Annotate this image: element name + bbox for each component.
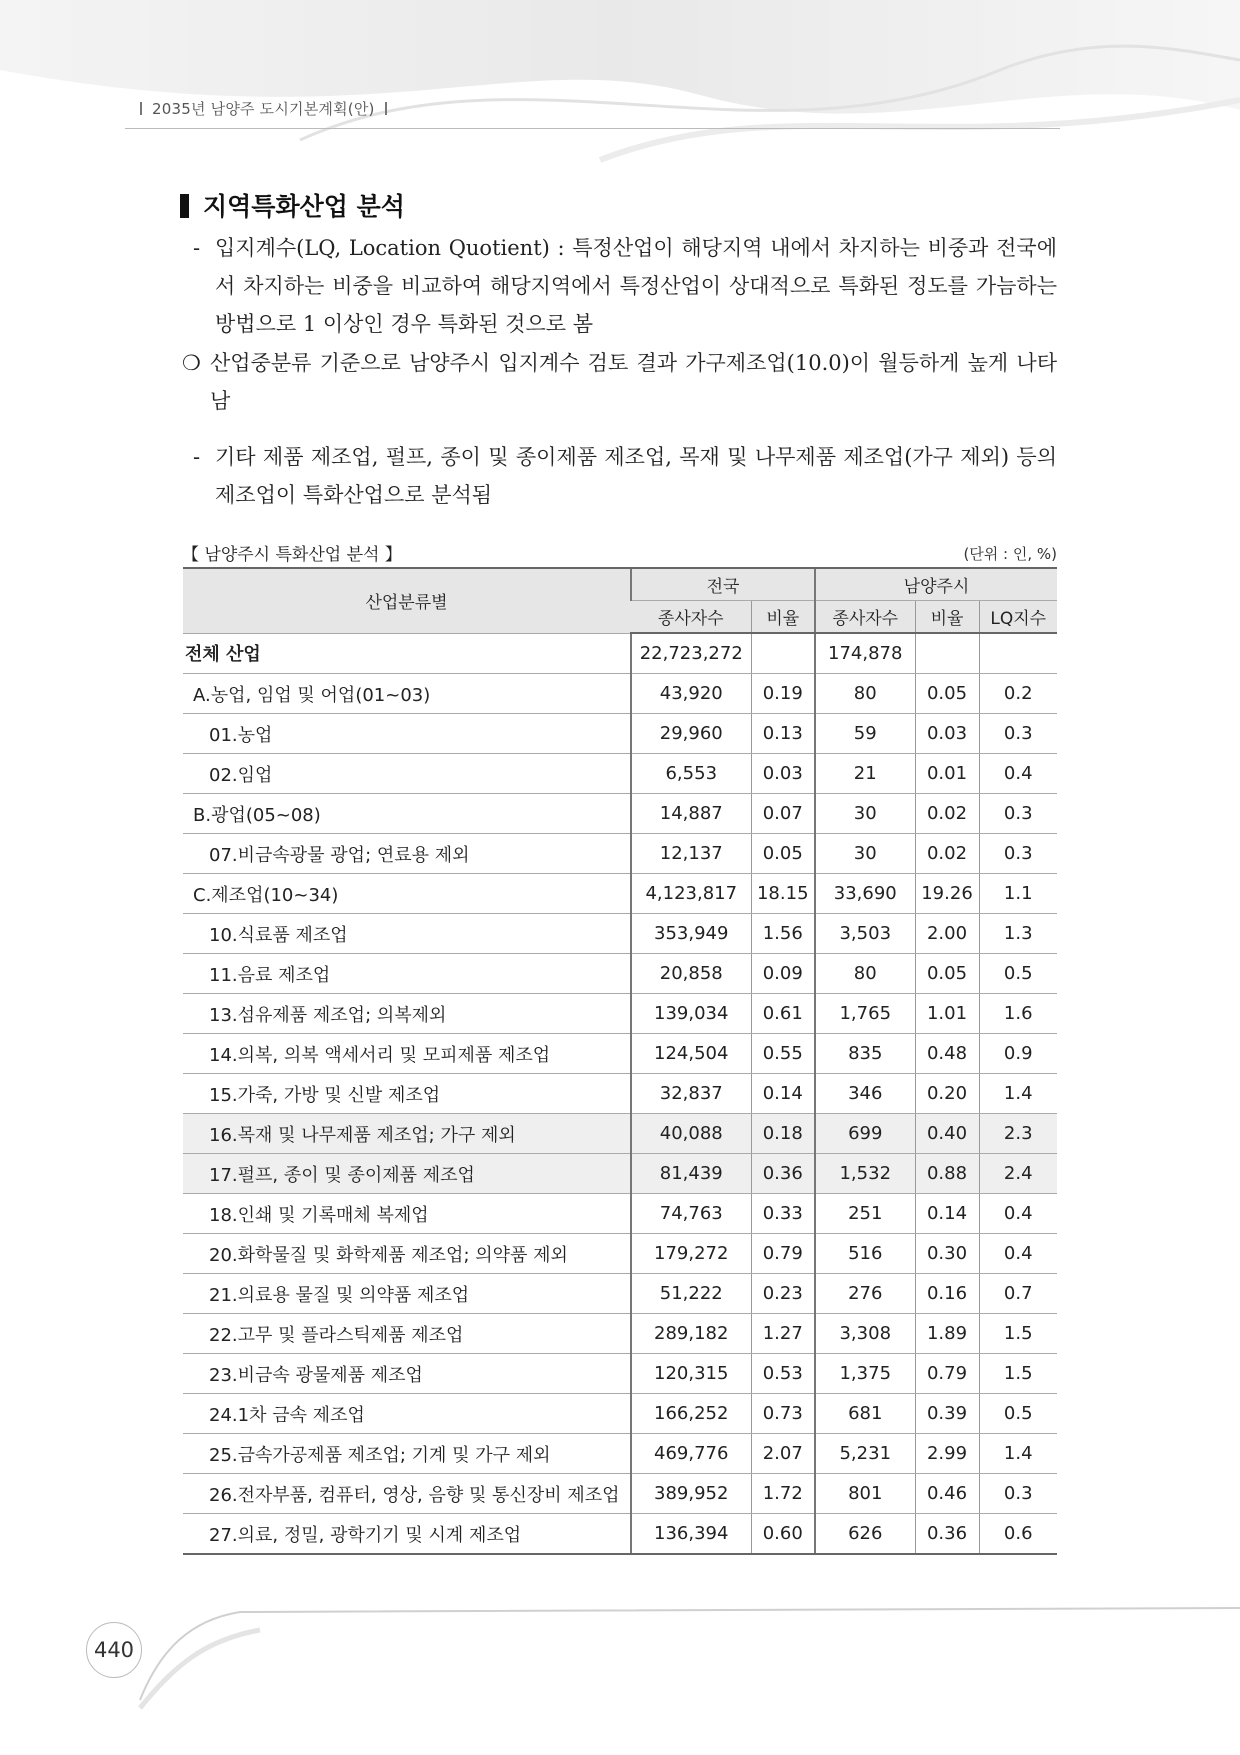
namyangju-employees: 835 [815,1034,915,1074]
row-name: 11.음료 제조업 [183,954,631,994]
national-employees: 289,182 [631,1314,751,1354]
row-name: 25.금속가공제품 제조업; 기계 및 가구 제외 [183,1434,631,1474]
lq-index: 0.3 [979,1474,1057,1514]
header-national: 전국 [631,568,815,601]
namyangju-employees: 1,532 [815,1154,915,1194]
namyangju-ratio: 0.03 [915,714,979,754]
namyangju-employees: 346 [815,1074,915,1114]
row-name: 16.목재 및 나무제품 제조업; 가구 제외 [183,1114,631,1154]
namyangju-ratio: 0.79 [915,1354,979,1394]
header-national-ratio: 비율 [751,601,815,634]
national-employees: 179,272 [631,1234,751,1274]
national-ratio: 0.05 [751,834,815,874]
lq-index: 0.5 [979,954,1057,994]
header-namyangju-ratio: 비율 [915,601,979,634]
paragraph-text: 입지계수(LQ, Location Quotient) : 특정산업이 해당지역 내에서 차지하는 비중과 전국에서 차지하는 비중을 비교하여 해당지역에서 특정산업이 상대적으로 특화된 정도를 가늠하는 방법으로 1 이상인 경우 특화된 것으로 봄 [215,236,1057,336]
national-employees: 353,949 [631,914,751,954]
table-row [183,1154,1057,1194]
dash-marker: - [193,445,201,469]
running-head-bar-right [385,102,387,115]
row-name: 15.가죽, 가방 및 신발 제조업 [183,1074,631,1114]
namyangju-employees: 699 [815,1114,915,1154]
row-name: 26.전자부품, 컴퓨터, 영상, 음향 및 통신장비 제조업 [183,1474,631,1514]
table-row [183,633,1057,674]
paragraph-specialized-industries [193,438,1057,514]
namyangju-employees: 681 [815,1394,915,1434]
lq-index: 0.3 [979,834,1057,874]
namyangju-ratio [915,633,979,674]
namyangju-ratio: 0.46 [915,1474,979,1514]
table-row [183,1354,1057,1394]
header-namyangju: 남양주시 [815,568,1057,601]
namyangju-ratio: 2.99 [915,1434,979,1474]
section-title-text: 지역특화산업 분석 [203,192,405,221]
national-ratio: 18.15 [751,874,815,914]
row-name: 13.섬유제품 제조업; 의복제외 [183,994,631,1034]
national-employees: 6,553 [631,754,751,794]
section-square-icon [180,194,189,218]
table-row [183,714,1057,754]
row-name: 23.비금속 광물제품 제조업 [183,1354,631,1394]
header-lq: LQ지수 [979,601,1057,634]
national-employees: 29,960 [631,714,751,754]
lq-index: 1.5 [979,1314,1057,1354]
paragraph-analysis-result [182,344,1057,420]
namyangju-employees: 276 [815,1274,915,1314]
row-name: 02.임업 [183,754,631,794]
lq-index: 0.4 [979,754,1057,794]
dash-marker: - [193,236,201,260]
table-row [183,1314,1057,1354]
national-employees: 40,088 [631,1114,751,1154]
lq-index: 0.4 [979,1234,1057,1274]
national-employees: 51,222 [631,1274,751,1314]
national-ratio: 1.56 [751,914,815,954]
table-row [183,994,1057,1034]
row-name: 14.의복, 의복 액세서리 및 모피제품 제조업 [183,1034,631,1074]
paragraph-lq-definition [193,229,1057,343]
national-ratio: 0.61 [751,994,815,1034]
namyangju-employees: 1,375 [815,1354,915,1394]
namyangju-employees: 30 [815,794,915,834]
lq-index: 0.2 [979,674,1057,714]
namyangju-employees: 801 [815,1474,915,1514]
national-employees: 14,887 [631,794,751,834]
running-head-text: 2035년 남양주 도시기본계획(안) [152,100,375,118]
table-row [183,1474,1057,1514]
header-rule [125,128,1060,129]
national-ratio: 0.79 [751,1234,815,1274]
lq-index: 0.3 [979,794,1057,834]
namyangju-ratio: 0.39 [915,1394,979,1434]
table-row [183,1234,1057,1274]
lq-index: 0.3 [979,714,1057,754]
national-ratio: 0.36 [751,1154,815,1194]
national-ratio: 0.18 [751,1114,815,1154]
national-employees: 469,776 [631,1434,751,1474]
row-name: 01.농업 [183,714,631,754]
lq-index: 1.4 [979,1074,1057,1114]
table-row [183,794,1057,834]
specialized-industry-table [183,567,1057,1555]
namyangju-ratio: 0.02 [915,794,979,834]
national-employees: 74,763 [631,1194,751,1234]
table-row [183,1274,1057,1314]
namyangju-ratio: 0.20 [915,1074,979,1114]
namyangju-ratio: 0.05 [915,674,979,714]
national-ratio: 0.33 [751,1194,815,1234]
table-row [183,674,1057,714]
namyangju-ratio: 0.36 [915,1514,979,1555]
row-name: 17.펄프, 종이 및 종이제품 제조업 [183,1154,631,1194]
national-employees: 32,837 [631,1074,751,1114]
namyangju-ratio: 0.02 [915,834,979,874]
national-ratio: 0.23 [751,1274,815,1314]
national-ratio: 1.27 [751,1314,815,1354]
table-row [183,1434,1057,1474]
namyangju-ratio: 1.01 [915,994,979,1034]
national-ratio: 0.19 [751,674,815,714]
page-number: 440 [86,1622,142,1678]
header-namyangju-employees: 종사자수 [815,601,915,634]
table-row [183,954,1057,994]
national-ratio: 0.55 [751,1034,815,1074]
namyangju-ratio: 0.14 [915,1194,979,1234]
national-ratio: 0.09 [751,954,815,994]
national-ratio: 2.07 [751,1434,815,1474]
national-ratio: 0.13 [751,714,815,754]
table-body [183,633,1057,1554]
namyangju-employees: 174,878 [815,633,915,674]
table-row [183,1394,1057,1434]
national-employees: 43,920 [631,674,751,714]
national-employees: 12,137 [631,834,751,874]
national-ratio: 0.53 [751,1354,815,1394]
national-ratio: 0.07 [751,794,815,834]
namyangju-employees: 80 [815,674,915,714]
row-name: 20.화학물질 및 화학제품 제조업; 의약품 제외 [183,1234,631,1274]
namyangju-employees: 516 [815,1234,915,1274]
paragraph-text: 기타 제품 제조업, 펄프, 종이 및 종이제품 제조업, 목재 및 나무제품 제조업(가구 제외) 등의 제조업이 특화산업으로 분석됨 [215,445,1057,507]
namyangju-ratio: 0.01 [915,754,979,794]
row-name: 24.1차 금속 제조업 [183,1394,631,1434]
lq-index: 2.3 [979,1114,1057,1154]
national-ratio: 0.60 [751,1514,815,1555]
lq-index: 1.5 [979,1354,1057,1394]
national-employees: 81,439 [631,1154,751,1194]
national-employees: 166,252 [631,1394,751,1434]
namyangju-employees: 59 [815,714,915,754]
lq-index [979,633,1057,674]
lq-index: 1.3 [979,914,1057,954]
row-name: B.광업(05~08) [183,794,631,834]
namyangju-ratio: 0.88 [915,1154,979,1194]
table-row [183,1114,1057,1154]
namyangju-employees: 30 [815,834,915,874]
national-ratio: 0.14 [751,1074,815,1114]
table-row [183,754,1057,794]
running-head-bar-left [140,102,142,115]
national-employees: 124,504 [631,1034,751,1074]
section-title [180,187,405,223]
row-name: C.제조업(10~34) [183,874,631,914]
lq-index: 1.4 [979,1434,1057,1474]
namyangju-employees: 21 [815,754,915,794]
namyangju-employees: 33,690 [815,874,915,914]
lq-index: 0.7 [979,1274,1057,1314]
lq-index: 2.4 [979,1154,1057,1194]
lq-index: 0.5 [979,1394,1057,1434]
table-row [183,1514,1057,1555]
row-name: 22.고무 및 플라스틱제품 제조업 [183,1314,631,1354]
namyangju-ratio: 0.30 [915,1234,979,1274]
row-name: 전체 산업 [183,633,631,674]
namyangju-employees: 80 [815,954,915,994]
lq-index: 0.9 [979,1034,1057,1074]
row-name: 10.식료품 제조업 [183,914,631,954]
namyangju-ratio: 0.16 [915,1274,979,1314]
national-employees: 139,034 [631,994,751,1034]
national-employees: 20,858 [631,954,751,994]
table-row [183,1194,1057,1234]
namyangju-employees: 626 [815,1514,915,1555]
namyangju-employees: 5,231 [815,1434,915,1474]
namyangju-ratio: 1.89 [915,1314,979,1354]
row-name: 07.비금속광물 광업; 연료용 제외 [183,834,631,874]
row-name: 18.인쇄 및 기록매체 복제업 [183,1194,631,1234]
lq-index: 1.6 [979,994,1057,1034]
header-national-employees: 종사자수 [631,601,751,634]
namyangju-ratio: 19.26 [915,874,979,914]
table-row [183,834,1057,874]
namyangju-employees: 3,503 [815,914,915,954]
row-name: A.농업, 임업 및 어업(01~03) [183,674,631,714]
national-employees: 389,952 [631,1474,751,1514]
header-category: 산업분류별 [183,568,631,633]
lq-index: 1.1 [979,874,1057,914]
namyangju-ratio: 0.48 [915,1034,979,1074]
paragraph-text: 산업중분류 기준으로 남양주시 입지계수 검토 결과 가구제조업(10.0)이 월등하게 높게 나타남 [210,351,1057,413]
namyangju-employees: 3,308 [815,1314,915,1354]
national-employees: 136,394 [631,1514,751,1555]
national-ratio: 0.73 [751,1394,815,1434]
national-employees: 4,123,817 [631,874,751,914]
table-unit: (단위 : 인, %) [963,545,1057,563]
row-name: 21.의료용 물질 및 의약품 제조업 [183,1274,631,1314]
table-row [183,874,1057,914]
circle-bullet-icon: ❍ [182,351,201,375]
lq-index: 0.6 [979,1514,1057,1555]
national-ratio: 0.03 [751,754,815,794]
table-row [183,914,1057,954]
row-name: 27.의료, 정밀, 광학기기 및 시계 제조업 [183,1514,631,1555]
namyangju-employees: 1,765 [815,994,915,1034]
national-employees: 120,315 [631,1354,751,1394]
lq-index: 0.4 [979,1194,1057,1234]
running-head [130,98,397,119]
namyangju-ratio: 2.00 [915,914,979,954]
table-row [183,1074,1057,1114]
national-employees: 22,723,272 [631,633,751,674]
table-caption: 【 남양주시 특화산업 분석 】 [182,545,402,565]
national-ratio [751,633,815,674]
table-row [183,1034,1057,1074]
namyangju-employees: 251 [815,1194,915,1234]
namyangju-ratio: 0.40 [915,1114,979,1154]
national-ratio: 1.72 [751,1474,815,1514]
namyangju-ratio: 0.05 [915,954,979,994]
footer-wave-decoration [0,1590,1240,1755]
